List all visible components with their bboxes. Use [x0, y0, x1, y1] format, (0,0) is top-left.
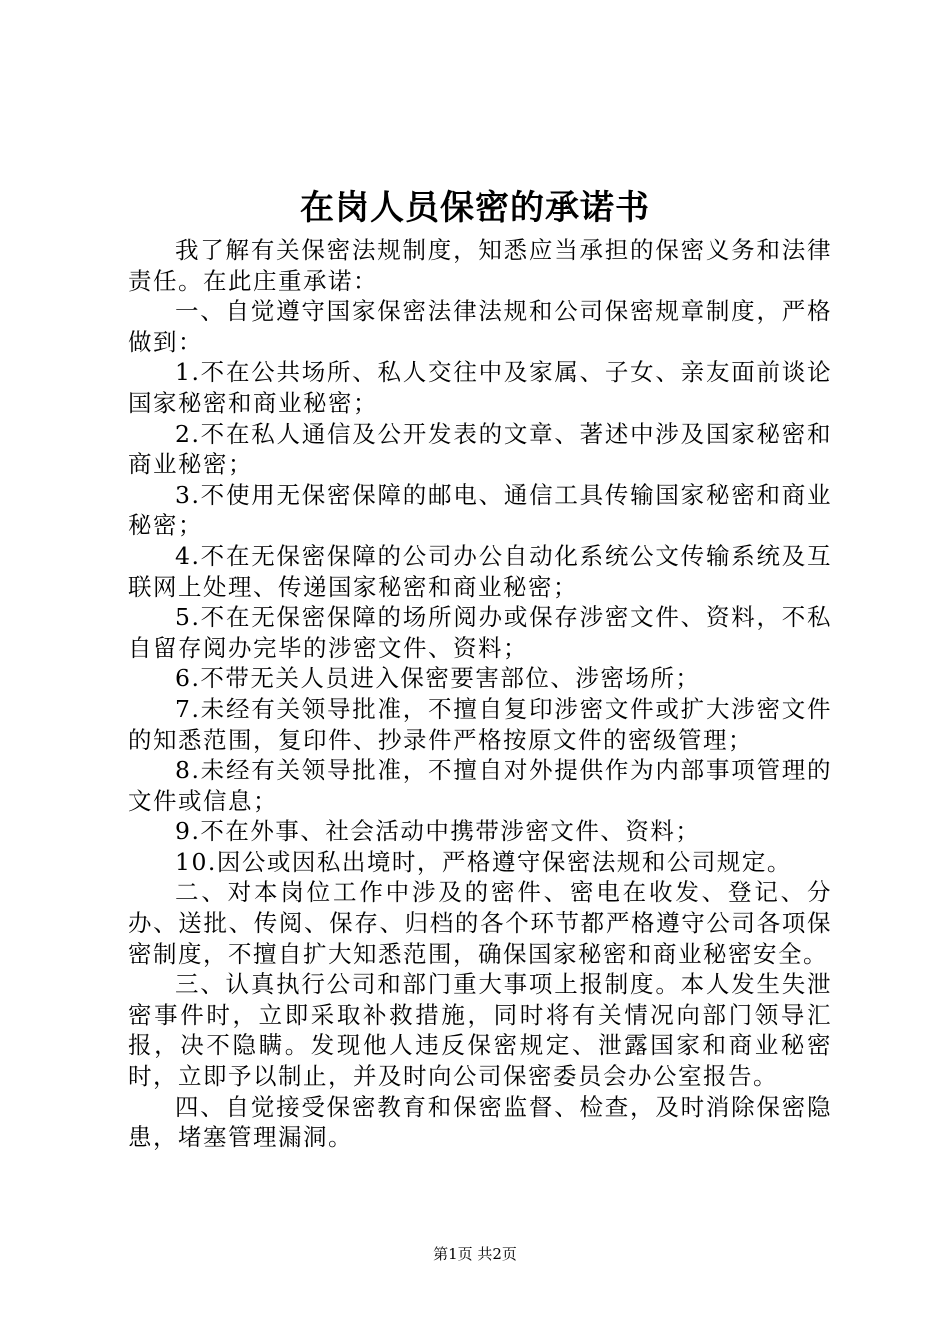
paragraph-section-2: 二、对本岗位工作中涉及的密件、密电在收发、登记、分办、送批、传阅、保存、归档的各个环节都严格遵守公司各项保密制度，不擅自扩大知悉范围，确保国家秘密和商业秘密安全。 [128, 878, 832, 968]
paragraph-section-3: 三、认真执行公司和部门重大事项上报制度。本人发生失泄密事件时，立即采取补救措施，同时将有关情况向部门领导汇报，决不隐瞒。发现他人违反保密规定、泄露国家和商业秘密时，立即予以制止，并及时向公司保密委员会办公室报告。 [128, 970, 832, 1091]
page-number-footer: 第1页 共2页 [433, 1245, 517, 1263]
paragraph-item-2: 2.不在私人通信及公开发表的文章、著述中涉及国家秘密和商业秘密； [128, 419, 832, 479]
document-body [128, 235, 832, 1153]
paragraph-intro: 我了解有关保密法规制度，知悉应当承担的保密义务和法律责任。在此庄重承诺： [128, 236, 832, 295]
document-title: 在岗人员保密的承诺书 [300, 188, 650, 228]
paragraph-item-10: 10.因公或因私出境时，严格遵守保密法规和公司规定。 [175, 847, 792, 876]
paragraph-item-1: 1.不在公共场所、私人交往中及家属、子女、亲友面前谈论国家秘密和商业秘密； [128, 358, 832, 417]
paragraph-item-9: 9.不在外事、社会活动中携带涉密文件、资料； [175, 817, 701, 846]
paragraph-item-7: 7.未经有关领导批准，不擅自复印涉密文件或扩大涉密文件的知悉范围，复印件、抄录件严格按原文件的密级管理； [128, 694, 832, 754]
paragraph-section-1: 一、自觉遵守国家保密法律法规和公司保密规章制度，严格做到： [128, 297, 832, 356]
paragraph-item-5: 5.不在无保密保障的场所阅办或保存涉密文件、资料，不私自留存阅办完毕的涉密文件、资料； [128, 603, 832, 662]
paragraph-item-6: 6.不带无关人员进入保密要害部位、涉密场所； [175, 664, 701, 693]
paragraph-item-8: 8.未经有关领导批准，不擅自对外提供作为内部事项管理的文件或信息； [128, 756, 832, 815]
paragraph-item-4: 4.不在无保密保障的公司办公自动化系统公文传输系统及互联网上处理、传递国家秘密和商业秘密； [128, 541, 832, 601]
paragraph-item-3: 3.不使用无保密保障的邮电、通信工具传输国家秘密和商业秘密； [128, 480, 832, 540]
paragraph-section-4: 四、自觉接受保密教育和保密监督、检查，及时消除保密隐患，堵塞管理漏洞。 [128, 1092, 832, 1152]
